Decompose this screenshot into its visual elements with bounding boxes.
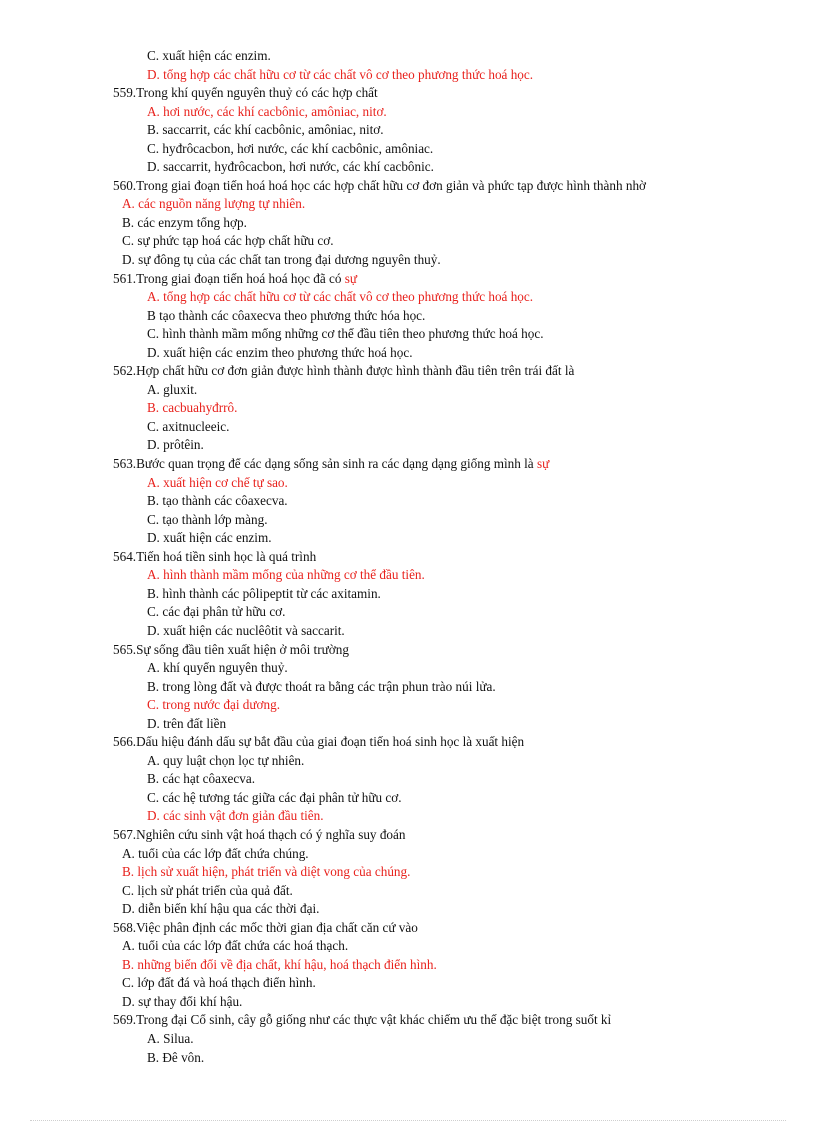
question-line [0,362,816,381]
line-text: B. hình thành các pôlipeptit từ các axitamin. [147,585,381,601]
answer-option [0,993,816,1012]
line-text: B. saccarrit, các khí cacbônic, amôniac, nitơ. [147,122,384,138]
line-text: D. xuất hiện các nuclêôtit và saccarit. [147,622,345,638]
answer-option [0,511,816,530]
answer-option [0,121,816,140]
page-bottom-divider [30,1120,786,1121]
answer-option [0,882,816,901]
line-text: C. các đại phân tử hữu cơ. [147,604,286,620]
question-line [0,641,816,660]
answer-option [0,937,816,956]
answer-option-highlighted [0,103,816,122]
answer-option-highlighted [0,288,816,307]
question-line [0,177,816,196]
answer-option-highlighted [0,195,816,214]
line-text: A. Silua. [147,1030,194,1046]
answer-option [0,418,816,437]
line-text: A. xuất hiện cơ chế tự sao. [147,474,288,490]
answer-option [0,770,816,789]
line-text: A. hình thành mầm mống của những cơ thể đầu tiên. [147,567,425,583]
line-text: D. prôtêin. [147,437,204,453]
line-text: C. các hệ tương tác giữa các đại phân tử hữu cơ. [147,789,402,805]
line-text: 569.Trong đại Cổ sinh, cây gỗ giống như các thực vật khác chiếm ưu thế đặc biệt trong suốt kỉ [113,1012,612,1028]
line-text: A. tổng hợp các chất hữu cơ từ các chất vô cơ theo phương thức hoá học. [147,289,534,305]
answer-option [0,678,816,697]
document-page [0,47,816,1067]
line-text: C. axitnucleeic. [147,418,230,434]
line-text: 561.Trong giai đoạn tiến hoá hoá học đã có [113,270,345,286]
question-line [0,733,816,752]
line-text: C. sự phức tạp hoá các hợp chất hữu cơ. [122,233,334,249]
answer-option-highlighted [0,696,816,715]
answer-option [0,1030,816,1049]
line-text: B. Đê vôn. [147,1049,205,1065]
answer-option [0,529,816,548]
answer-option [0,585,816,604]
answer-option [0,752,816,771]
line-text: C. lớp đất đá và hoá thạch điển hình. [122,975,316,991]
question-line [0,548,816,567]
answer-option-highlighted [0,474,816,493]
line-text: A. tuổi của các lớp đất chứa chúng. [122,845,309,861]
answer-option [0,344,816,363]
line-text: A. quy luật chọn lọc tự nhiên. [147,752,305,768]
question-line [0,455,816,474]
highlighted-tail-text: sự [344,270,357,286]
line-text: B. lịch sử xuất hiện, phát triển và diệt vong của chúng. [122,864,411,880]
line-text: 562.Hợp chất hữu cơ đơn giản được hình thành được hình thành đầu tiên trên trái đất là [113,363,575,379]
line-text: B. các hạt côaxecva. [147,771,255,787]
answer-option [0,381,816,400]
line-text: A. khí quyển nguyên thuỷ. [147,660,288,676]
answer-option [0,307,816,326]
line-text: D. xuất hiện các enzim. [147,530,272,546]
question-line [0,919,816,938]
answer-option [0,900,816,919]
line-text: B. cacbuahyđrrô. [147,400,238,416]
line-text: C. hình thành mầm mống những cơ thể đầu tiên theo phương thức hoá học. [147,326,544,342]
answer-option-highlighted [0,566,816,585]
line-text: B. các enzym tổng hợp. [122,214,247,230]
line-text: C. lịch sử phát triển của quả đất. [122,882,293,898]
line-text: C. xuất hiện các enzim. [147,48,271,63]
answer-option [0,232,816,251]
line-text: 560.Trong giai đoạn tiến hoá hoá học các hợp chất hữu cơ đơn giản và phức tạp được hình thành nhờ [113,177,647,193]
answer-option [0,158,816,177]
answer-option [0,325,816,344]
line-text: 566.Dấu hiệu đánh dấu sự bắt đầu của giai đoạn tiến hoá sinh học là xuất hiện [113,734,525,750]
answer-option-highlighted [0,956,816,975]
line-text: B. những biến đổi về địa chất, khí hậu, hoá thạch điển hình. [122,956,437,972]
line-text: 565.Sự sống đầu tiên xuất hiện ở môi trường [113,641,349,657]
line-text: D. sự đông tụ của các chất tan trong đại dương nguyên thuỷ. [122,252,441,268]
line-text: D. các sinh vật đơn giản đầu tiên. [147,808,324,824]
line-text: D. trên đất liền [147,715,227,731]
line-text: B tạo thành các côaxecva theo phương thức hóa học. [147,307,426,323]
answer-option [0,622,816,641]
line-text: D. sự thay đổi khí hậu. [122,993,243,1009]
line-text: C. trong nước đại dương. [147,697,280,713]
line-text: D. saccarrit, hyđrôcacbon, hơi nước, các khí cacbônic. [147,159,434,175]
answer-option [0,251,816,270]
line-text: B. tạo thành các côaxecva. [147,493,288,509]
answer-option [0,47,816,66]
line-text: 568.Việc phân định các mốc thời gian địa chất căn cứ vào [113,919,418,935]
answer-option [0,492,816,511]
line-text: D. xuất hiện các enzim theo phương thức hoá học. [147,344,413,360]
answer-option [0,140,816,159]
answer-option-highlighted [0,807,816,826]
question-line [0,1011,816,1030]
answer-option [0,603,816,622]
line-text: D. tổng hợp các chất hữu cơ từ các chất vô cơ theo phương thức hoá học. [147,66,534,82]
line-text: A. tuổi của các lớp đất chứa các hoá thạch. [122,938,349,954]
question-line [0,270,816,289]
answer-option-highlighted [0,863,816,882]
line-text: B. trong lòng đất và được thoát ra bằng các trận phun trào núi lửa. [147,678,496,694]
line-text: 559.Trong khí quyển nguyên thuỷ có các hợp chất [113,85,378,101]
line-text: A. hơi nước, các khí cacbônic, amôniac, nitơ. [147,103,387,119]
line-text: C. hyđrôcacbon, hơi nước, các khí cacbônic, amôniac. [147,140,434,156]
line-text: A. gluxit. [147,381,198,397]
answer-option [0,845,816,864]
line-text: 563.Bước quan trọng để các dạng sống sản sinh ra các dạng dạng giống mình là [113,456,537,472]
answer-option [0,214,816,233]
line-text: 567.Nghiên cứu sinh vật hoá thạch có ý nghĩa suy đoán [113,826,406,842]
answer-option [0,715,816,734]
answer-option [0,1049,816,1068]
answer-option [0,789,816,808]
answer-option [0,659,816,678]
answer-option [0,974,816,993]
question-line [0,826,816,845]
question-line [0,84,816,103]
line-text: D. diễn biến khí hậu qua các thời đại. [122,901,320,917]
answer-option [0,436,816,455]
answer-option-highlighted [0,66,816,85]
highlighted-tail-text: sự [536,456,550,472]
line-text: 564.Tiến hoá tiền sinh học là quá trình [113,548,317,564]
line-text: C. tạo thành lớp màng. [147,511,268,527]
line-text: A. các nguồn năng lượng tự nhiên. [122,196,306,212]
answer-option-highlighted [0,399,816,418]
